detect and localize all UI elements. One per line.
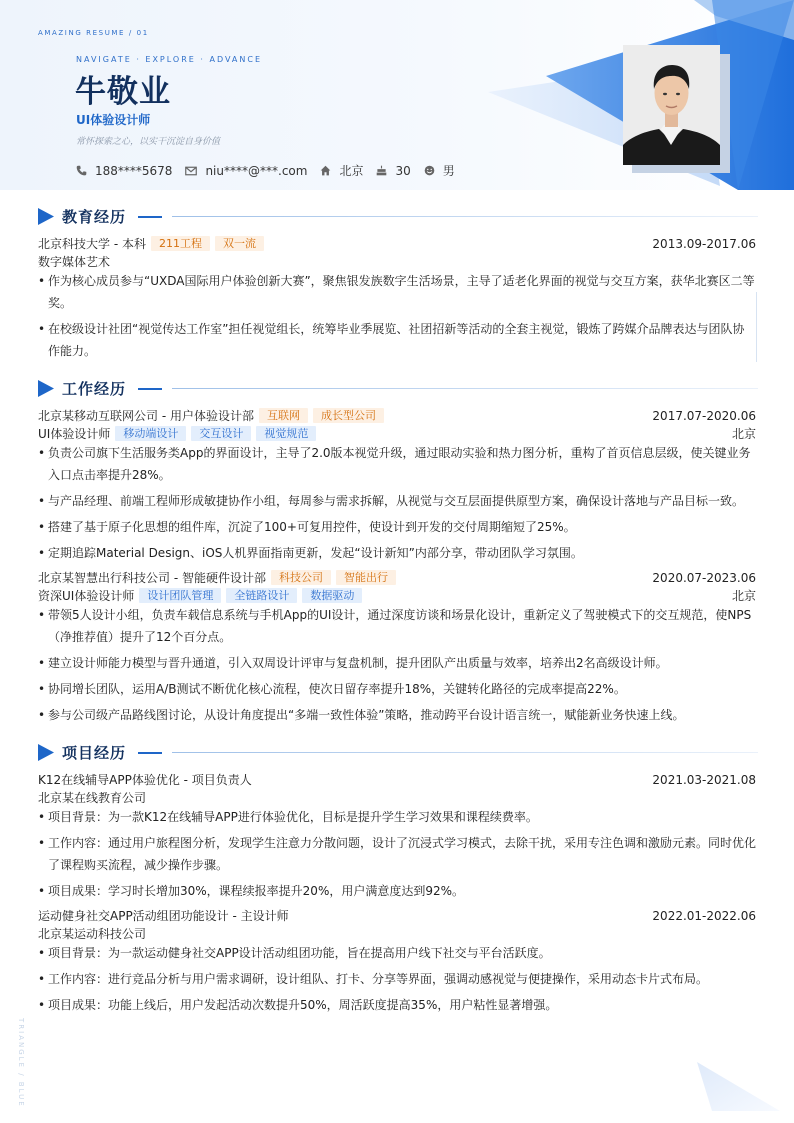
section-work-title (38, 378, 758, 399)
contact-email (185, 164, 307, 178)
decorative-line (756, 292, 757, 362)
project-org: 北京某在线教育公司 (38, 791, 147, 805)
position-tag: 视觉规范 (256, 426, 316, 441)
company-name: 北京某智慧出行科技公司 - 智能硬件设计部 (38, 571, 266, 585)
project-row (38, 907, 756, 924)
job-company-row (38, 569, 756, 586)
school-name: 北京科技大学 - 本科 (38, 237, 146, 251)
portrait-illustration (623, 45, 720, 165)
project-bullet: • 项目成果：学习时长增加30%，课程续报率提升20%，用户满意度达到92%。 (38, 880, 756, 902)
city-value: 北京 (339, 164, 364, 178)
cake-icon (376, 165, 387, 176)
project-date: 2021.03-2021.08 (652, 772, 756, 787)
project-org-row (38, 925, 756, 942)
section-title-label: 工作经历 (62, 380, 127, 398)
contact-city (320, 162, 363, 179)
profile-photo (623, 45, 720, 165)
tagline: NAVIGATE · EXPLORE · ADVANCE (76, 55, 263, 64)
section-projects-title (38, 742, 758, 763)
project-bullet: • 项目背景：为一款K12在线辅导APP进行体验优化，目标是提升学生学习效果和课程续费率。 (38, 806, 756, 828)
company-name: 北京某移动互联网公司 - 用户体验设计部 (38, 409, 254, 423)
section-title-label: 教育经历 (62, 208, 127, 226)
title-divider (172, 216, 758, 217)
project-bullet: • 项目成果：功能上线后，用户发起活动次数提升50%，周活跃度提高35%，用户粘性显著增强。 (38, 994, 756, 1016)
project-org: 北京某运动科技公司 (38, 927, 147, 941)
school-tag: 211工程 (151, 236, 210, 251)
project-name: 运动健身社交APP活动组团功能设计 - 主设计师 (38, 909, 289, 923)
position-tag: 交互设计 (191, 426, 251, 441)
major-row (38, 253, 756, 270)
job-date: 2017.07-2020.06 (652, 408, 756, 423)
company-tag: 互联网 (259, 408, 308, 423)
position-name: UI体验设计师 (38, 427, 111, 441)
job-bullet: • 搭建了基于原子化思想的组件库，沉淀了100+可复用控件，使设计到开发的交付周期缩短了25%。 (38, 516, 756, 538)
gender-value: 男 (442, 164, 455, 178)
position-tag: 全链路设计 (226, 588, 297, 603)
job-position-row (38, 425, 756, 442)
company-tag: 智能出行 (336, 570, 396, 585)
phone-icon (76, 165, 87, 176)
contact-bar (76, 162, 468, 179)
smile-icon (424, 165, 435, 176)
job-location: 北京 (731, 589, 756, 603)
phone-value: 188****5678 (95, 163, 173, 178)
education-date: 2013.09-2017.06 (652, 236, 756, 251)
email-value: niu****@***.com (205, 163, 308, 178)
title-divider (172, 752, 758, 753)
position-tag: 设计团队管理 (139, 588, 221, 603)
contact-gender (424, 162, 455, 179)
section-title-label: 项目经历 (62, 744, 127, 762)
job-company-row (38, 407, 756, 424)
motto: 常怀探索之心，以实干沉淀自身价值 (76, 137, 221, 147)
project-date: 2022.01-2022.06 (652, 908, 756, 923)
title-dash (138, 752, 162, 754)
education-row (38, 235, 756, 252)
education-bullet: • 作为核心成员参与“UXDA国际用户体验创新大赛”，聚焦银发族数字生活场景，主导了适老化界面的视觉与交互方案，获华北赛区二等奖。 (38, 270, 756, 314)
side-label: TRIANGLE / BLUE (17, 1018, 25, 1108)
job-bullet: • 参与公司级产品路线图讨论，从设计角度提出“多端一致性体验”策略，推动跨平台设计语言统一，赋能新业务快速上线。 (38, 704, 756, 726)
major-name: 数字媒体艺术 (38, 255, 111, 269)
education-bullet: • 在校级设计社团“视觉传达工作室”担任视觉组长，统筹毕业季展览、社团招新等活动的全套主视觉，锻炼了跨媒介品牌表达与团队协作能力。 (38, 318, 756, 362)
project-row (38, 771, 756, 788)
project-bullet: • 工作内容：通过用户旅程图分析，发现学生注意力分散问题，设计了沉浸式学习模式，去除干扰，采用专注色调和激励元素。同时优化了课程购买流程，减少操作步骤。 (38, 832, 756, 876)
contact-age (376, 164, 410, 178)
company-tag: 科技公司 (271, 570, 331, 585)
age-value: 30 (395, 163, 411, 178)
job-bullet: • 负责公司旗下生活服务类App的界面设计，主导了2.0版本视觉升级，通过眼动实验和热力图分析，重构了首页信息层级，使关键业务入口点击率提升28%。 (38, 442, 756, 486)
position-tag: 移动端设计 (115, 426, 186, 441)
corner-label: AMAZING RESUME / 01 (38, 29, 149, 37)
job-bullet: • 建立设计师能力模型与晋升通道，引入双周设计评审与复盘机制，提升团队产出质量与效率，培养出2名高级设计师。 (38, 652, 756, 674)
section-education-title (38, 206, 758, 227)
job-bullet: • 带领5人设计小组，负责车载信息系统与手机App的UI设计，通过深度访谈和场景化设计，重新定义了驾驶模式下的交互规范，使NPS（净推荐值）提升了12个百分点。 (38, 604, 756, 648)
job-bullet: • 协同增长团队，运用A/B测试不断优化核心流程，使次日留存率提升18%，关键转化路径的完成率提高22%。 (38, 678, 756, 700)
project-bullet: • 项目背景：为一款运动健身社交APP设计活动组团功能，旨在提高用户线下社交与平台活跃度。 (38, 942, 756, 964)
job-bullet: • 与产品经理、前端工程师形成敏捷协作小组，每周参与需求拆解，从视觉与交互层面提供原型方案，确保设计落地与产品目标一致。 (38, 490, 756, 512)
position-tag: 数据驱动 (302, 588, 362, 603)
mail-icon (185, 166, 197, 176)
job-position-row (38, 587, 756, 604)
company-tag: 成长型公司 (313, 408, 384, 423)
job-date: 2020.07-2023.06 (652, 570, 756, 585)
job-location: 北京 (731, 427, 756, 441)
person-name: 牛敬业 (75, 74, 171, 110)
home-icon (320, 165, 331, 176)
title-dash (138, 216, 162, 218)
title-divider (172, 388, 758, 389)
job-role: UI体验设计师 (76, 113, 151, 127)
contact-phone (76, 164, 172, 178)
job-bullet: • 定期追踪Material Design、iOS人机界面指南更新，发起“设计新知”内部分享，带动团队学习氛围。 (38, 542, 756, 564)
project-bullet: • 工作内容：进行竞品分析与用户需求调研，设计组队、打卡、分享等界面，强调动感视觉与便捷操作，采用动态卡片式布局。 (38, 968, 756, 990)
school-tag: 双一流 (215, 236, 264, 251)
position-name: 资深UI体验设计师 (38, 589, 135, 603)
project-name: K12在线辅导APP体验优化 - 项目负责人 (38, 773, 252, 787)
project-org-row (38, 789, 756, 806)
title-dash (138, 388, 162, 390)
